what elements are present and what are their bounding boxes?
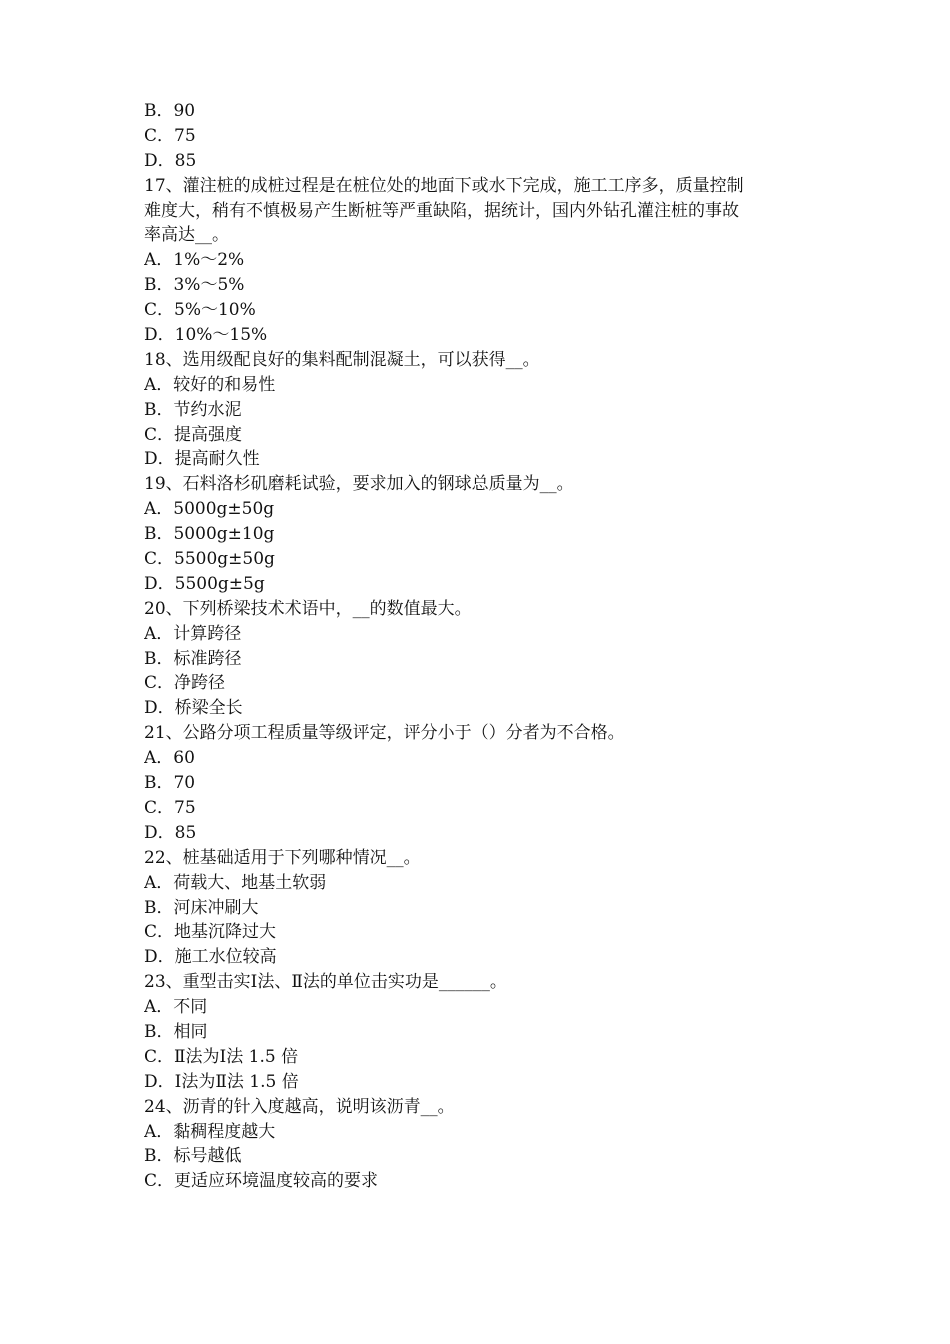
option-line: D．85 [144, 822, 197, 843]
question-21: 21、公路分项工程质量等级评定，评分小于（）分者为不合格。 [144, 723, 625, 744]
option-line: A．荷载大、地基土软弱 [144, 872, 327, 893]
option-line: B．标号越低 [144, 1146, 242, 1167]
document-page [144, 99, 824, 1194]
option-line: A．1%～2% [144, 250, 245, 271]
option-line: D．施工水位较高 [144, 947, 277, 968]
question-19: 19、石料洛杉矶磨耗试验，要求加入的钢球总质量为__。 [144, 474, 574, 495]
option-line: B．70 [144, 773, 196, 794]
question-17-line-3: 率高达__。 [144, 225, 229, 246]
option-line: D．Ⅰ法为Ⅱ法 1.5 倍 [144, 1071, 299, 1092]
text-line: C．75 [144, 125, 196, 146]
option-line: C．5%～10% [144, 300, 256, 321]
option-line: D．5500g±5g [144, 573, 265, 594]
option-line: A．计算跨径 [144, 623, 242, 644]
question-17-line-2: 难度大，稍有不慎极易产生断桩等严重缺陷，据统计，国内外钻孔灌注桩的事故 [144, 200, 739, 221]
option-line: C．75 [144, 797, 196, 818]
question-20: 20、下列桥梁技术术语中，__的数值最大。 [144, 598, 472, 619]
option-line: D．10%～15% [144, 325, 268, 346]
question-24: 24、沥青的针入度越高，说明该沥青__。 [144, 1096, 455, 1117]
option-line: B．相同 [144, 1021, 208, 1042]
option-line: B．3%～5% [144, 275, 245, 296]
option-line: A．60 [144, 748, 195, 769]
option-line: A．黏稠程度越大 [144, 1121, 276, 1142]
option-line: B．节约水泥 [144, 399, 242, 420]
text-line: D．85 [144, 150, 197, 171]
option-line: D．提高耐久性 [144, 449, 260, 470]
option-line: B．标准跨径 [144, 648, 242, 669]
option-line: C．净跨径 [144, 673, 226, 694]
option-line: B．5000g±10g [144, 524, 275, 545]
question-17-line-1: 17、灌注桩的成桩过程是在桩位处的地面下或水下完成，施工工序多，质量控制 [144, 175, 744, 196]
option-line: C．Ⅱ法为Ⅰ法 1.5 倍 [144, 1046, 299, 1067]
option-line: B．河床冲刷大 [144, 897, 259, 918]
question-23: 23、重型击实Ⅰ法、Ⅱ法的单位击实功是______。 [144, 972, 507, 993]
question-22: 22、桩基础适用于下列哪种情况__。 [144, 847, 421, 868]
option-line: A．较好的和易性 [144, 374, 276, 395]
option-line: A．不同 [144, 997, 208, 1018]
option-line: D．桥梁全长 [144, 698, 243, 719]
option-line: C．地基沉降过大 [144, 922, 277, 943]
option-line: C．提高强度 [144, 424, 243, 445]
option-line: C．更适应环境温度较高的要求 [144, 1171, 379, 1192]
option-line: A．5000g±50g [144, 499, 275, 520]
question-18: 18、选用级配良好的集料配制混凝土，可以获得__。 [144, 349, 540, 370]
text-line: B．90 [144, 101, 196, 121]
option-line: C．5500g±50g [144, 549, 275, 570]
